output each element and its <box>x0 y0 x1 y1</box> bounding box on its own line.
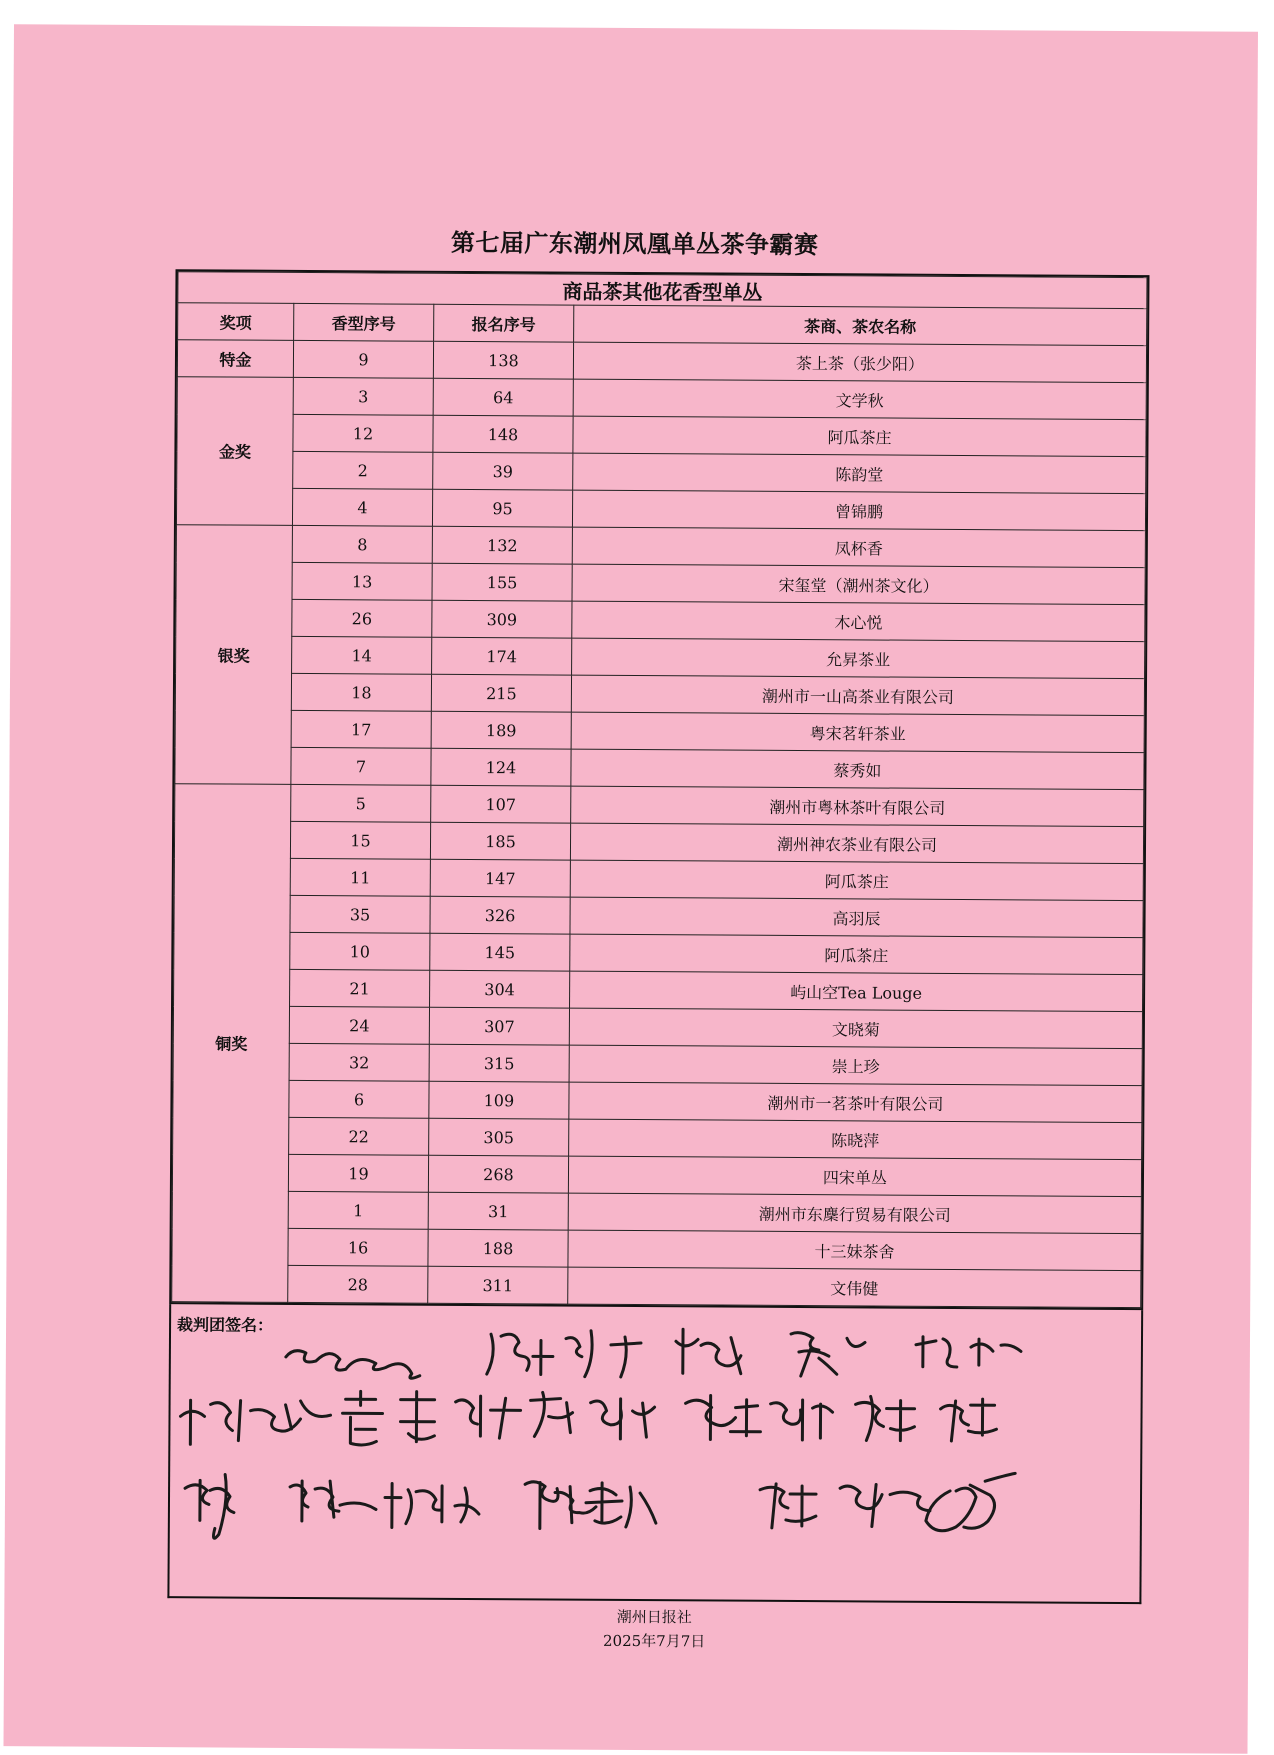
reg-no-cell: 95 <box>432 489 572 527</box>
type-no-cell: 9 <box>293 340 433 378</box>
name-cell: 蔡秀如 <box>571 749 1144 789</box>
type-no-cell: 13 <box>292 562 432 600</box>
name-cell: 陈晓萍 <box>569 1119 1142 1159</box>
table-row <box>176 636 1145 679</box>
name-cell: 高羽辰 <box>570 897 1143 937</box>
col-header-type-no: 香型序号 <box>294 303 434 341</box>
reg-no-cell: 304 <box>430 970 570 1008</box>
name-cell: 文伟健 <box>568 1267 1141 1307</box>
name-cell: 潮州神农茶业有限公司 <box>570 823 1143 863</box>
type-no-cell: 18 <box>291 673 431 711</box>
table-row <box>177 340 1146 383</box>
table-row <box>176 599 1145 642</box>
col-header-name: 茶商、茶农名称 <box>574 305 1147 345</box>
type-no-cell: 11 <box>290 858 430 896</box>
name-cell: 阿瓜茶庄 <box>570 860 1143 900</box>
type-no-cell: 16 <box>288 1228 428 1266</box>
page-title: 第七届广东潮州凤凰单丛茶争霸赛 <box>450 227 819 260</box>
name-cell: 文学秋 <box>573 379 1146 419</box>
type-no-cell: 2 <box>293 451 433 489</box>
table-row <box>176 525 1145 568</box>
type-no-cell: 19 <box>288 1154 428 1192</box>
table-row <box>177 451 1146 494</box>
reg-no-cell: 188 <box>428 1229 568 1267</box>
award-cell: 银奖 <box>175 525 293 785</box>
name-cell: 阿瓜茶庄 <box>570 934 1143 974</box>
name-cell: 崇上珍 <box>569 1045 1142 1085</box>
reg-no-cell: 39 <box>433 452 573 490</box>
paper-sheet <box>3 24 1257 1754</box>
results-table <box>171 271 1147 1308</box>
reg-no-cell: 147 <box>430 859 570 897</box>
reg-no-cell: 305 <box>429 1118 569 1156</box>
table-row <box>174 858 1143 901</box>
name-cell: 允昇茶业 <box>572 638 1145 678</box>
reg-no-cell: 268 <box>428 1155 568 1193</box>
name-cell: 木心悦 <box>572 601 1145 641</box>
type-no-cell: 26 <box>292 599 432 637</box>
type-no-cell: 21 <box>290 969 430 1007</box>
name-cell: 四宋单丛 <box>568 1156 1141 1196</box>
award-cell: 铜奖 <box>172 784 291 1303</box>
type-no-cell: 7 <box>291 747 431 785</box>
table-row <box>176 562 1145 605</box>
name-cell: 陈韵堂 <box>573 453 1146 493</box>
signature-label: 裁判团签名： <box>177 1315 274 1335</box>
name-cell: 潮州市一山高茶业有限公司 <box>571 675 1144 715</box>
table-row <box>172 1191 1141 1234</box>
reg-no-cell: 109 <box>429 1081 569 1119</box>
judges-signature-box <box>167 1304 1143 1604</box>
table-row <box>174 821 1143 864</box>
type-no-cell: 35 <box>290 895 430 933</box>
type-no-cell: 8 <box>292 525 432 563</box>
type-no-cell: 5 <box>291 784 431 822</box>
name-cell: 凤杯香 <box>572 527 1145 567</box>
type-no-cell: 6 <box>289 1080 429 1118</box>
type-no-cell: 3 <box>293 377 433 415</box>
type-no-cell: 22 <box>289 1117 429 1155</box>
reg-no-cell: 174 <box>432 637 572 675</box>
name-cell: 屿山空Tea Louge <box>570 971 1143 1011</box>
reg-no-cell: 315 <box>429 1044 569 1082</box>
table-row <box>175 673 1144 716</box>
reg-no-cell: 64 <box>433 378 573 416</box>
name-cell: 文晓菊 <box>569 1008 1142 1048</box>
name-cell: 粤宋茗轩茶业 <box>571 712 1144 752</box>
reg-no-cell: 307 <box>429 1007 569 1045</box>
issuer-name: 潮州日报社 <box>616 1607 692 1627</box>
issue-date: 2025年7月7日 <box>602 1631 706 1651</box>
reg-no-cell: 189 <box>431 711 571 749</box>
type-no-cell: 15 <box>290 821 430 859</box>
table-row <box>175 784 1144 827</box>
reg-no-cell: 124 <box>431 748 571 786</box>
name-cell: 阿瓜茶庄 <box>573 416 1146 456</box>
handwritten-signatures <box>169 1304 1145 1602</box>
name-cell: 茶上茶（张少阳） <box>573 342 1146 382</box>
reg-no-cell: 31 <box>428 1192 568 1230</box>
table-row <box>175 710 1144 753</box>
type-no-cell: 17 <box>291 710 431 748</box>
table-row <box>173 1080 1142 1123</box>
type-no-cell: 10 <box>290 932 430 970</box>
results-table-wrapper <box>169 269 1149 1310</box>
reg-no-cell: 326 <box>430 896 570 934</box>
reg-no-cell: 148 <box>433 415 573 453</box>
col-header-award: 奖项 <box>178 303 294 341</box>
type-no-cell: 28 <box>288 1265 428 1303</box>
table-row <box>173 1043 1142 1086</box>
results-frame <box>167 269 1149 1604</box>
name-cell: 潮州市粤林茶叶有限公司 <box>571 786 1144 826</box>
name-cell: 宋玺堂（潮州茶文化） <box>572 564 1145 604</box>
table-row <box>177 414 1146 457</box>
reg-no-cell: 215 <box>431 674 571 712</box>
reg-no-cell: 309 <box>432 600 572 638</box>
table-row <box>174 932 1143 975</box>
table-row <box>173 1006 1142 1049</box>
reg-no-cell: 107 <box>431 785 571 823</box>
name-cell: 十三妹茶舍 <box>568 1230 1141 1270</box>
reg-no-cell: 145 <box>430 933 570 971</box>
reg-no-cell: 138 <box>433 341 573 379</box>
reg-no-cell: 185 <box>430 822 570 860</box>
type-no-cell: 24 <box>289 1006 429 1044</box>
table-row <box>177 377 1146 420</box>
reg-no-cell: 132 <box>432 526 572 564</box>
table-row <box>172 1154 1141 1197</box>
table-row <box>172 1265 1141 1308</box>
type-no-cell: 14 <box>292 636 432 674</box>
award-cell: 金奖 <box>176 377 293 526</box>
name-cell: 潮州市一茗茶叶有限公司 <box>569 1082 1142 1122</box>
header-row <box>178 303 1147 346</box>
table-row <box>176 488 1145 531</box>
col-header-reg-no: 报名序号 <box>434 304 574 342</box>
table-row <box>174 895 1143 938</box>
type-no-cell: 4 <box>292 488 432 526</box>
name-cell: 曾锦鹏 <box>572 490 1145 530</box>
type-no-cell: 32 <box>289 1043 429 1081</box>
name-cell: 潮州市东麇行贸易有限公司 <box>568 1193 1141 1233</box>
table-row <box>175 747 1144 790</box>
type-no-cell: 1 <box>288 1191 428 1229</box>
award-cell: 特金 <box>177 340 293 378</box>
type-no-cell: 12 <box>293 414 433 452</box>
table-row <box>174 969 1143 1012</box>
table-row <box>172 1228 1141 1271</box>
reg-no-cell: 155 <box>432 563 572 601</box>
category-caption: 商品茶其他花香型单丛 <box>178 272 1147 309</box>
reg-no-cell: 311 <box>428 1266 568 1304</box>
table-row <box>173 1117 1142 1160</box>
